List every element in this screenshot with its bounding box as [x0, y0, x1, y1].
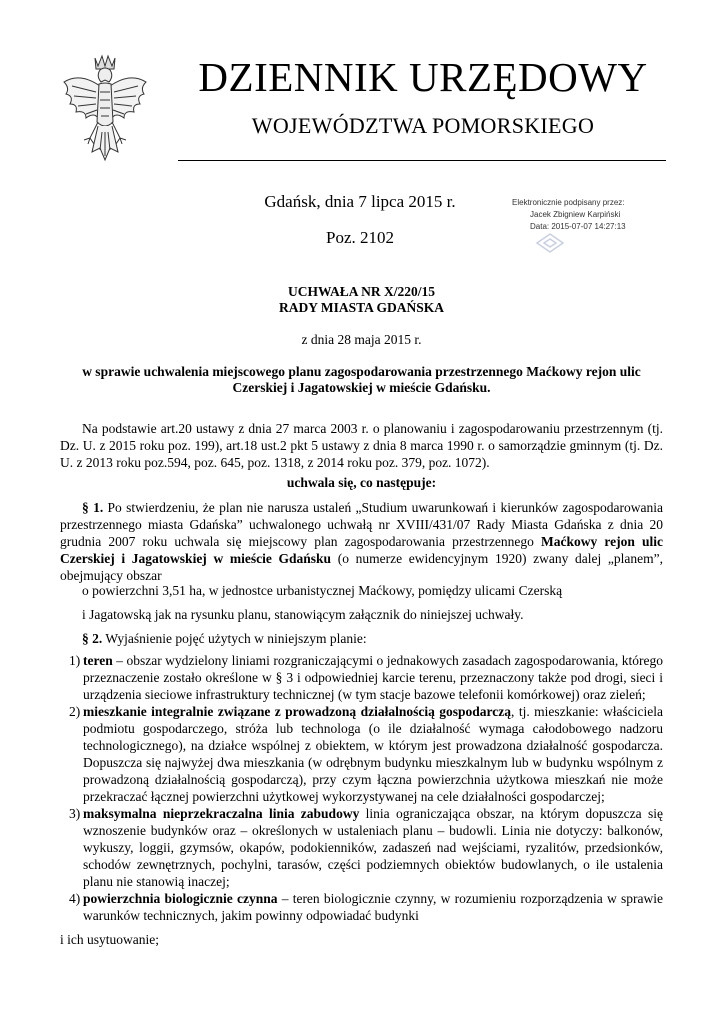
definition-number: 2) [69, 704, 81, 719]
area-line-2: i Jagatowską jak na rysunku planu, stanowiącym załącznik do niniejszej uchwały. [82, 607, 524, 622]
definition-text: linia ograniczająca obszar, na którym dopuszcza się wznoszenie budynków oraz – określonych w ustaleniach planu – budowli. Linia nie dotyczy: balkonów, wykuszy, loggii, gzymsów, okapów, podokienników, zadaszeń nad wejściami, ryzalitów, przedsionków, schodów zewnętrznych, pochylni, tarasów, części podziemnych obiektów budowlanych, o ile ustalenia planu nie stanowią inaczej; [83, 806, 663, 889]
resolution-subject-line2: Czerskiej i Jagatowskiej w mieście Gdańsku. [232, 380, 491, 395]
section-2 [82, 630, 663, 647]
section-2-label: § 2. [82, 631, 103, 646]
signature-label: Elektronicznie podpisany przez: [512, 198, 625, 207]
definition-item [60, 805, 663, 890]
definition-text: – obszar wydzielony liniami rozgraniczającymi o jednakowych zasadach zagospodarowania, którego przeznaczenie zostało określone w § 3 i odpowiedniej karcie terenu, przeznaczony także pod drogi, sieci i urządzenia sieciowe infrastruktury technicznej (w tym stacje bazowe telefonii komórkowej) oraz zieleń; [83, 653, 663, 702]
preamble: Na podstawie art.20 ustawy z dnia 27 marca 2003 r. o planowaniu i zagospodarowaniu przestrzennym (tj. Dz. U. z 2015 roku poz. 199), art.18 ust.2 pkt 5 ustawy z dnia 8 marca 1990 r. o samorządzie gminnym (tj. Dz. U. z 2013 roku poz.594, poz. 645, poz. 1318, z 2014 roku poz. 379, poz. 1072). [60, 421, 663, 470]
definition-term: teren [83, 653, 113, 668]
definition-item [60, 703, 663, 805]
section-1-label: § 1. [82, 500, 104, 515]
journal-subtitle: WOJEWÓDZTWA POMORSKIEGO [251, 113, 595, 138]
definition-term: mieszkanie integralnie związane z prowadzoną działalnością gospodarczą [83, 704, 512, 719]
publication-date: Gdańsk, dnia 7 lipca 2015 r. [264, 192, 456, 211]
electronic-signature [512, 197, 662, 233]
plan-name: Maćkowy rejon ulic Czerskiej i Jagatowskiej w mieście Gdańsku [60, 534, 664, 566]
definition-term: powierzchnia biologicznie czynna [83, 891, 278, 906]
section-1-text-a: Po stwierdzeniu, że plan nie narusza ustaleń „Studium uwarunkowań i kierunków zagospodarowania przestrzennego miasta Gdańska” uchwalonego uchwałą nr XVIII/431/07 Rady Miasta Gdańska z dnia 20 grudnia 2007 roku uchwala się miejscowy plan zagospodarowania przestrzennego [60, 500, 664, 549]
section-1-text-b: (o numerze ewidencyjnym 1920) zwany dalej „planem”, obejmujący obszar [60, 551, 664, 583]
signature-date: Data: 2015-07-07 14:27:13 [530, 222, 626, 231]
definition-term: maksymalna nieprzekraczalna linia zabudowy [83, 806, 360, 821]
section-2-text: Wyjaśnienie pojęć użytych w niniejszym planie: [105, 631, 367, 646]
section-1 [60, 499, 663, 584]
definition-text: , tj. mieszkanie: właściciela podmiotu gospodarczego, stróża lub technologa (o ile działalność wymaga całodobowego nadzoru technologicznego), na działce wspólnej z obiektem, w którym jest prowadzona działalność gospodarcza. Dopuszcza się najwyżej dwa mieszkania (w odrębnym budynku mieszkalnym lub w budynku wspólnym z prowadzoną działalnością gospodarczą), przy czym łączna powierzchnia użytkowa mieszkań nie może przekraczać łącznej powierzchni użytkowej wykorzystywanej na cele działalności gospodarczej; [83, 704, 663, 804]
journal-title: DZIENNIK URZĘDOWY [198, 54, 648, 100]
resolution-number: UCHWAŁA NR X/220/15 [287, 284, 435, 299]
definition-number: 1) [69, 653, 81, 668]
masthead-divider [178, 160, 666, 161]
resolves-clause: uchwala się, co następuje: [286, 475, 437, 490]
area-line-1: o powierzchni 3,51 ha, w jednostce urbanistycznej Maćkowy, pomiędzy ulicami Czerską [82, 583, 563, 598]
definition-text: – teren biologicznie czynny, w rozumieniu rozporządzenia w sprawie warunków technicznych, jakim powinny odpowiadać budynki [83, 891, 663, 923]
definition-item [60, 890, 663, 924]
position-number: Poz. 2102 [326, 228, 394, 247]
definition-item [60, 652, 663, 703]
signer-name: Jacek Zbigniew Karpiński [530, 210, 621, 219]
definition-number: 4) [69, 891, 81, 906]
definition-number: 3) [69, 806, 81, 821]
resolution-date: z dnia 28 maja 2015 r. [301, 332, 422, 347]
polish-eagle-emblem-icon [60, 52, 150, 170]
resolution-council: RADY MIASTA GDAŃSKA [278, 300, 444, 315]
resolution-subject-line1: w sprawie uchwalenia miejscowego planu zagospodarowania przestrzennego Maćkowy rejon ulic [82, 364, 641, 379]
trailing-text: i ich usytuowanie; [60, 932, 159, 947]
signature-seal-icon [535, 232, 565, 254]
